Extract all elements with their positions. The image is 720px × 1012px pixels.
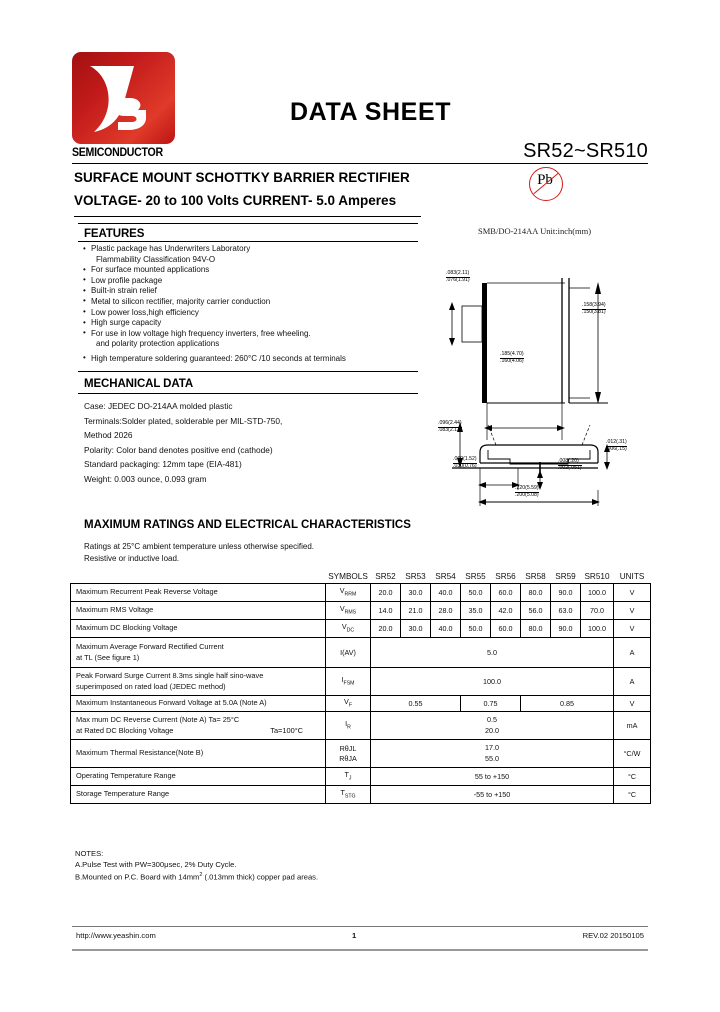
row-value: 90.0 bbox=[551, 584, 581, 602]
row-unit: °C bbox=[614, 768, 651, 786]
row-description-line: at TL (See figure 1) bbox=[76, 652, 140, 662]
row-symbol: $V_{RMS}$ bbox=[326, 602, 371, 620]
row-value-span bbox=[371, 740, 614, 768]
dimension-value: .008(.20) bbox=[558, 458, 579, 464]
lead-free-icon bbox=[529, 167, 565, 203]
mechanical-heading: MECHANICAL DATA bbox=[84, 378, 194, 390]
row-symbol-line: RθJA bbox=[339, 753, 357, 763]
row-value-line: 17.0 bbox=[485, 743, 499, 752]
row-symbol: $T_J$ bbox=[326, 768, 371, 786]
row-description: Storage Temperature Range bbox=[71, 786, 326, 804]
row-value: 35.0 bbox=[461, 602, 491, 620]
dimension-lower-right bbox=[606, 440, 627, 453]
dimension-value: .160(4.06) bbox=[500, 357, 524, 364]
feature-item: • Metal to silicon rectifier, majority carrier conduction bbox=[82, 297, 422, 308]
table-header-part: SR54 bbox=[435, 572, 456, 581]
table-row bbox=[71, 712, 651, 740]
table-row bbox=[71, 786, 651, 804]
table-header-part: SR59 bbox=[555, 572, 576, 581]
notes-block bbox=[75, 848, 318, 883]
table-header-part: SR53 bbox=[405, 572, 426, 581]
product-subtitle-2: VOLTAGE- 20 to 100 Volts CURRENT- 5.0 Amperes bbox=[74, 193, 397, 208]
row-value: 80.0 bbox=[521, 620, 551, 638]
row-unit: A bbox=[614, 638, 651, 668]
logo-mark-icon bbox=[72, 52, 175, 144]
page-title: DATA SHEET bbox=[290, 98, 452, 126]
dimension-value: .185(4.70) bbox=[500, 351, 524, 357]
row-value: 28.0 bbox=[431, 602, 461, 620]
note-b-pre: B.Mounted on P.C. Board with 14mm bbox=[75, 872, 200, 882]
mechanical-line: Weight: 0.003 ounce, 0.093 gram bbox=[84, 473, 207, 484]
table-row bbox=[71, 620, 651, 638]
feature-item: • High surge capacity bbox=[82, 318, 422, 329]
row-symbol-line: RθJL bbox=[339, 744, 357, 753]
dimension-value: .083(2.11) bbox=[446, 270, 470, 276]
footer-revision: REV.02 20150105 bbox=[582, 931, 644, 940]
footer-url[interactable]: http://www.yeashin.com bbox=[76, 931, 156, 940]
dimension-value: .220(5.59) bbox=[515, 485, 539, 491]
table-row bbox=[71, 638, 651, 668]
table-row bbox=[71, 602, 651, 620]
row-description bbox=[71, 668, 326, 696]
ratings-condition-line: Ratings at 25°C ambient temperature unless otherwise specified. bbox=[84, 542, 314, 551]
note-b-superscript: 2 bbox=[199, 872, 203, 879]
row-value: 42.0 bbox=[491, 602, 521, 620]
row-value: 60.0 bbox=[491, 584, 521, 602]
mechanical-line: Case: JEDEC DO-214AA molded plastic bbox=[84, 401, 233, 411]
dimension-mid bbox=[500, 352, 524, 365]
row-symbol: $T_{STG}$ bbox=[326, 786, 371, 804]
row-symbol bbox=[326, 740, 371, 768]
table-header-part: SR510 bbox=[584, 572, 610, 581]
row-value: 90.0 bbox=[551, 620, 581, 638]
row-value: 56.0 bbox=[521, 602, 551, 620]
feature-item-continuation: and polarity protection applications bbox=[96, 339, 220, 349]
row-unit: °C/W bbox=[614, 740, 651, 768]
features-rule-above bbox=[78, 223, 418, 224]
row-unit: V bbox=[614, 620, 651, 638]
row-description-line bbox=[76, 726, 325, 737]
row-value-line: 20.0 bbox=[485, 725, 499, 735]
row-description: Maximum Instantaneous Forward Voltage at 5.0A (Note A) bbox=[71, 696, 326, 712]
footer-divider-top bbox=[72, 926, 648, 927]
row-description: Maximum DC Blocking Voltage bbox=[71, 620, 326, 638]
features-heading: FEATURES bbox=[84, 228, 145, 240]
row-value-span bbox=[371, 712, 614, 740]
dimension-value: .150(3.81) bbox=[582, 308, 606, 315]
row-value-span: 55 to +150 bbox=[371, 768, 614, 786]
note-b-post: (.013mm thick) copper pad areas. bbox=[202, 872, 319, 882]
row-unit: °C bbox=[614, 786, 651, 804]
row-value: 20.0 bbox=[371, 620, 401, 638]
row-description-line: Max mum DC Reverse Current (Note A) Ta= 25°C bbox=[76, 715, 240, 724]
dimension-bottom-mid bbox=[558, 459, 582, 472]
dimension-bottom-span bbox=[515, 486, 539, 499]
note-b bbox=[75, 870, 318, 883]
dimension-top-left bbox=[446, 271, 470, 284]
company-logo bbox=[72, 52, 175, 159]
footer-divider-bottom bbox=[72, 949, 648, 951]
row-symbol: $V_{DC}$ bbox=[326, 620, 371, 638]
dimension-value: .200(5.08) bbox=[515, 491, 539, 498]
dimension-value: .002(.051) bbox=[558, 464, 582, 471]
row-value: 63.0 bbox=[551, 602, 581, 620]
mechanical-rule-top bbox=[78, 393, 418, 394]
ratings-condition-line: Resistive or inductive load. bbox=[84, 553, 180, 563]
row-value: 40.0 bbox=[431, 584, 461, 602]
row-unit: V bbox=[614, 584, 651, 602]
row-description: Operating Temperature Range bbox=[71, 768, 326, 786]
row-value: 50.0 bbox=[461, 620, 491, 638]
table-header-part: SR58 bbox=[525, 572, 546, 581]
row-value: 70.0 bbox=[581, 602, 614, 620]
mechanical-line: Polarity: Color band denotes positive end (cathode) bbox=[84, 444, 273, 455]
table-row bbox=[71, 740, 651, 768]
row-value: 14.0 bbox=[371, 602, 401, 620]
dimension-value: .083(2.13) bbox=[438, 426, 462, 433]
dimension-lower-left bbox=[438, 421, 462, 434]
row-symbol: $I_{FSM}$ bbox=[326, 668, 371, 696]
mechanical-data-list bbox=[84, 399, 424, 487]
dimension-value: .006(.15) bbox=[606, 445, 627, 452]
table-header-part: SR56 bbox=[495, 572, 516, 581]
table-row bbox=[71, 668, 651, 696]
row-description-left: at Rated DC Blocking Voltage bbox=[76, 725, 174, 735]
row-value-group: 0.85 bbox=[521, 696, 614, 712]
mechanical-line: Method 2026 bbox=[84, 430, 133, 441]
feature-item: • High temperature soldering guaranteed: 260°C /10 seconds at terminals bbox=[82, 354, 422, 365]
ratings-conditions bbox=[84, 541, 314, 564]
lead-free-label: Pb bbox=[537, 172, 553, 188]
row-value: 100.0 bbox=[581, 584, 614, 602]
dimension-bottom-left bbox=[453, 457, 477, 470]
dimension-value: .030(0.76) bbox=[453, 462, 477, 469]
feature-item: • Plastic package has Underwriters Laboratory bbox=[82, 244, 422, 255]
row-value: 21.0 bbox=[401, 602, 431, 620]
product-subtitle-1: SURFACE MOUNT SCHOTTKY BARRIER RECTIFIER bbox=[74, 170, 410, 185]
part-number: SR52~SR510 bbox=[523, 140, 648, 162]
feature-item: • For surface mounted applications bbox=[82, 265, 422, 276]
package-drawing-caption: SMB/DO-214AA Unit:inch(mm) bbox=[478, 226, 592, 236]
row-unit: mA bbox=[614, 712, 651, 740]
subtitle-divider bbox=[74, 216, 421, 217]
table-row bbox=[71, 768, 651, 786]
company-tagline: SEMICONDUCTOR bbox=[72, 147, 163, 159]
features-list bbox=[82, 244, 422, 365]
table-row bbox=[71, 584, 651, 602]
row-unit: A bbox=[614, 668, 651, 696]
row-value-line: 0.5 bbox=[487, 715, 497, 724]
footer-page-number: 1 bbox=[352, 931, 357, 940]
row-description-right: Ta=100°C bbox=[270, 725, 303, 735]
row-symbol: I(AV) bbox=[326, 638, 371, 668]
dimension-value: .096(2.44) bbox=[438, 420, 462, 426]
mechanical-line: Standard packaging: 12mm tape (EIA-481) bbox=[84, 459, 242, 470]
ratings-heading: MAXIMUM RATINGS AND ELECTRICAL CHARACTERISTICS bbox=[84, 519, 411, 531]
row-value: 30.0 bbox=[401, 620, 431, 638]
row-value-span: 100.0 bbox=[371, 668, 614, 696]
row-value-span: -55 to +150 bbox=[371, 786, 614, 804]
row-value-line: 55.0 bbox=[485, 753, 499, 763]
row-value: 30.0 bbox=[401, 584, 431, 602]
note-a: A.Pulse Test with PW=300μsec, 2% Duty Cycle. bbox=[75, 860, 237, 870]
row-description-line: superimposed on rated load (JEDEC method) bbox=[76, 681, 226, 691]
row-value-span: 5.0 bbox=[371, 638, 614, 668]
row-symbol: $V_F$ bbox=[326, 696, 371, 712]
table-header-row bbox=[71, 572, 651, 584]
row-description-line: Peak Forward Surge Current 8.3ms single half sino-wave bbox=[76, 671, 264, 680]
feature-item: • Low profile package bbox=[82, 276, 422, 287]
table-header-blank bbox=[71, 572, 326, 584]
row-description: Maximum RMS Voltage bbox=[71, 602, 326, 620]
dimension-value: .060(1.52) bbox=[453, 456, 477, 462]
feature-item: • For use in low voltage high frequency inverters, free wheeling. bbox=[82, 329, 422, 340]
row-value: 50.0 bbox=[461, 584, 491, 602]
row-value-group: 0.55 bbox=[371, 696, 461, 712]
ratings-table bbox=[70, 572, 651, 804]
mechanical-rule-above bbox=[78, 371, 418, 372]
dimension-value: .158(3.94) bbox=[582, 302, 606, 308]
row-value: 60.0 bbox=[491, 620, 521, 638]
row-symbol: $I_R$ bbox=[326, 712, 371, 740]
row-symbol: $V_{RRM}$ bbox=[326, 584, 371, 602]
row-value-group: 0.75 bbox=[461, 696, 521, 712]
row-description: Maximum Thermal Resistance(Note B) bbox=[71, 740, 326, 768]
header-divider bbox=[72, 163, 648, 164]
row-unit: V bbox=[614, 696, 651, 712]
row-unit: V bbox=[614, 602, 651, 620]
table-header-part: SR55 bbox=[465, 572, 486, 581]
dimension-value: .012(.31) bbox=[606, 439, 627, 445]
dimension-value: .076(1.91) bbox=[446, 276, 470, 283]
dimension-right bbox=[582, 303, 606, 316]
notes-heading: NOTES: bbox=[75, 849, 104, 858]
table-header-units: UNITS bbox=[619, 572, 645, 581]
row-description-line: Maximum Average Forward Rectified Current bbox=[76, 642, 224, 651]
features-rule-top bbox=[78, 241, 418, 242]
mechanical-line: Terminals:Solder plated, solderable per MIL-STD-750, bbox=[84, 415, 283, 426]
row-description bbox=[71, 638, 326, 668]
feature-item-continuation: Flammability Classification 94V-O bbox=[96, 254, 216, 264]
row-value: 100.0 bbox=[581, 620, 614, 638]
feature-item: • Built-in strain relief bbox=[82, 286, 422, 297]
row-description: Maximum Recurrent Peak Reverse Voltage bbox=[71, 584, 326, 602]
row-description bbox=[71, 712, 326, 740]
feature-item: • Low power loss,high efficiency bbox=[82, 308, 422, 319]
table-header-part: SR52 bbox=[375, 572, 396, 581]
row-value: 80.0 bbox=[521, 584, 551, 602]
table-header-symbols: SYMBOLS bbox=[328, 572, 368, 581]
row-value: 40.0 bbox=[431, 620, 461, 638]
row-value: 20.0 bbox=[371, 584, 401, 602]
table-row bbox=[71, 696, 651, 712]
